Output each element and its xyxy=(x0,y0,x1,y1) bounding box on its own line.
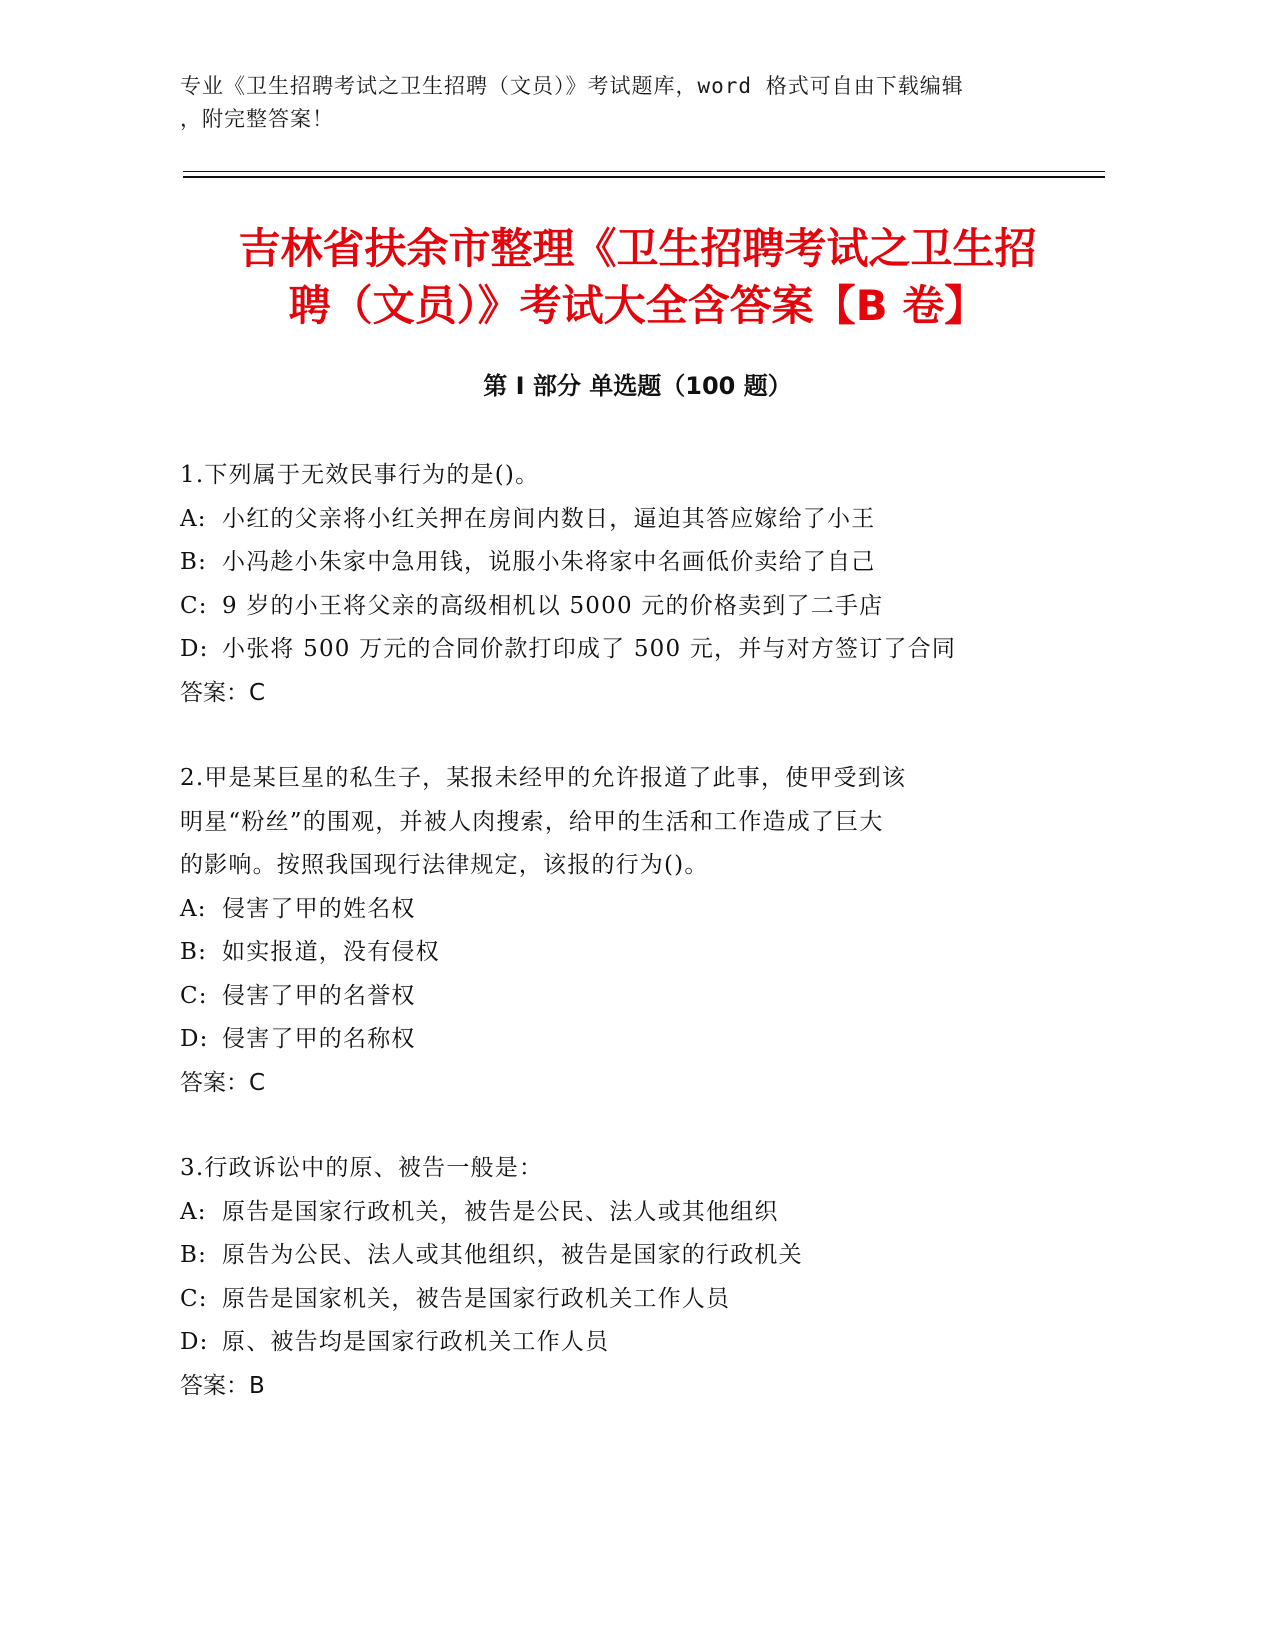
option-text: 小张将 500 万元的合同价款打印成了 500 元，并与对方签订了合同 xyxy=(222,636,957,662)
option-text: 如实报道，没有侵权 xyxy=(222,939,440,965)
header-note-line-2: ，附完整答案！ xyxy=(180,107,334,131)
option-text: 原告为公民、法人或其他组织，被告是国家的行政机关 xyxy=(222,1242,803,1268)
document-title-line-1: 吉林省扶余市整理《卫生招聘考试之卫生招 xyxy=(238,224,1037,273)
option-b xyxy=(180,931,1040,975)
option-letter: C: xyxy=(180,1285,208,1312)
option-c xyxy=(180,975,1040,1019)
option-b xyxy=(180,541,1040,585)
option-letter: B: xyxy=(180,549,208,575)
option-letter: D: xyxy=(180,1329,209,1355)
option-text: 小红的父亲将小红关押在房间内数日，逼迫其答应嫁给了小王 xyxy=(222,505,876,532)
question-stem-line-1: 2.甲是某巨星的私生子，某报未经甲的允许报道了此事，使甲受到该 xyxy=(180,765,907,791)
header-divider-thick xyxy=(183,176,1105,178)
option-a xyxy=(180,498,1040,542)
option-letter: C: xyxy=(180,592,208,619)
option-letter: B: xyxy=(180,939,208,965)
option-text: 小冯趁小朱家中急用钱，说服小朱将家中名画低价卖给了自己 xyxy=(222,549,876,575)
option-letter: D: xyxy=(180,1026,209,1052)
option-text: 原、被告均是国家行政机关工作人员 xyxy=(222,1329,610,1355)
question-stem-line-2: 明星“粉丝”的围观，并被人肉搜索，给甲的生活和工作造成了巨大 xyxy=(180,808,884,835)
option-d xyxy=(180,628,1040,672)
question-stem: 3.行政诉讼中的原、被告一般是： xyxy=(180,1155,544,1181)
answer-line: 答案：C xyxy=(180,679,266,706)
option-d xyxy=(180,1321,1040,1365)
option-letter: D: xyxy=(180,636,209,662)
question-stem: 1.下列属于无效民事行为的是()。 xyxy=(180,462,540,488)
question-1 xyxy=(180,454,1040,715)
document-title xyxy=(150,220,1125,334)
option-text: 原告是国家行政机关，被告是公民、法人或其他组织 xyxy=(222,1198,779,1225)
question-3 xyxy=(180,1147,1040,1408)
question-2 xyxy=(180,757,1040,1105)
section-heading: 第 I 部分 单选题（100 题） xyxy=(483,372,792,400)
option-c xyxy=(180,1278,1040,1322)
option-letter: A: xyxy=(180,895,207,922)
header-note-line-1: 专业《卫生招聘考试之卫生招聘（文员）》考试题库，word 格式可自由下载编辑 xyxy=(180,74,964,98)
answer-line: 答案：C xyxy=(180,1069,266,1096)
document-title-line-2: 聘（文员）》考试大全含答案【B 卷】 xyxy=(288,281,987,330)
option-a xyxy=(180,888,1040,932)
option-d xyxy=(180,1018,1040,1062)
header-divider-thin xyxy=(183,171,1105,172)
question-list xyxy=(180,454,1040,1450)
option-letter: A: xyxy=(180,1198,207,1225)
option-c xyxy=(180,585,1040,629)
option-text: 9 岁的小王将父亲的高级相机以 5000 元的价格卖到了二手店 xyxy=(222,592,884,619)
option-letter: A: xyxy=(180,505,207,532)
option-text: 侵害了甲的名称权 xyxy=(222,1026,416,1052)
option-text: 原告是国家机关，被告是国家行政机关工作人员 xyxy=(222,1285,731,1312)
option-text: 侵害了甲的名誉权 xyxy=(222,982,416,1009)
answer-line: 答案：B xyxy=(180,1372,265,1399)
option-letter: C: xyxy=(180,982,208,1009)
document-header-note xyxy=(180,70,1080,136)
option-text: 侵害了甲的姓名权 xyxy=(222,895,416,922)
option-letter: B: xyxy=(180,1242,208,1268)
option-b xyxy=(180,1234,1040,1278)
option-a xyxy=(180,1191,1040,1235)
question-stem-line-3: 的影响。按照我国现行法律规定，该报的行为()。 xyxy=(180,852,709,878)
